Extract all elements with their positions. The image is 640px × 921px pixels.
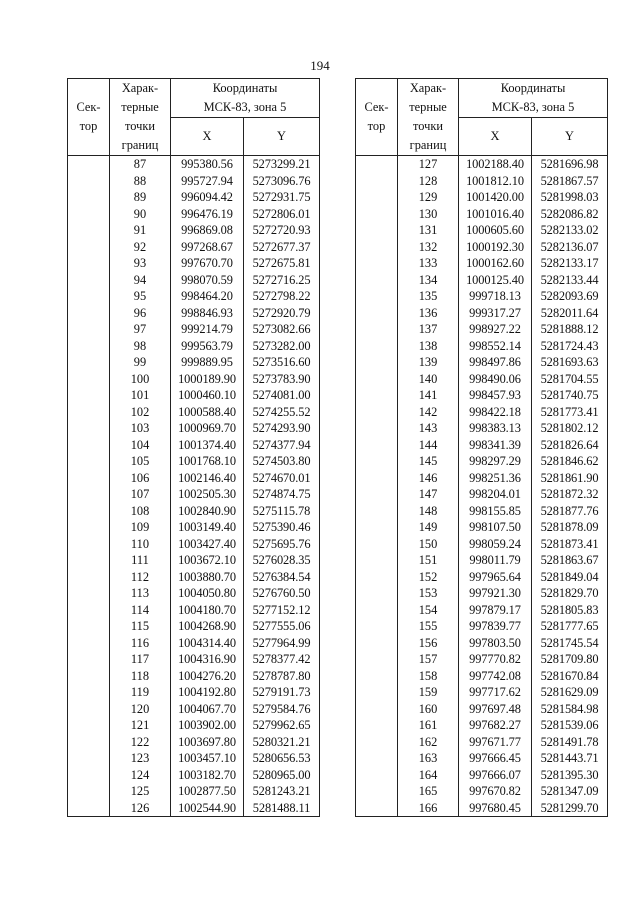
point-number: 154 [398,602,459,619]
coordinate-y: 5281670.84 [532,668,608,685]
header-points [110,79,171,156]
coordinate-y: 5279584.76 [244,701,320,718]
coordinate-y: 5281878.09 [532,519,608,536]
coordinate-x: 997680.45 [459,800,532,817]
coordinate-x: 1000588.40 [171,404,244,421]
coordinate-x: 997670.82 [459,783,532,800]
coordinate-y: 5281584.98 [532,701,608,718]
coordinate-x: 1004268.90 [171,618,244,635]
point-number: 122 [110,734,171,751]
coordinate-y: 5273282.00 [244,338,320,355]
point-number: 135 [398,288,459,305]
coordinate-x: 995727.94 [171,173,244,190]
coordinate-y: 5281863.67 [532,552,608,569]
coordinate-y: 5272720.93 [244,222,320,239]
point-number: 104 [110,437,171,454]
coordinate-y: 5272716.25 [244,272,320,289]
coordinate-y: 5273516.60 [244,354,320,371]
header-y: Y [244,118,320,156]
coordinate-x: 1003672.10 [171,552,244,569]
coordinates-table-right [355,78,608,817]
coordinate-x: 1001812.10 [459,173,532,190]
coordinate-x: 1002544.90 [171,800,244,817]
coordinate-y: 5281491.78 [532,734,608,751]
point-number: 103 [110,420,171,437]
point-number: 106 [110,470,171,487]
coordinate-x: 1003182.70 [171,767,244,784]
coordinate-y: 5276028.35 [244,552,320,569]
header-points-line3: точки [124,119,155,133]
header-sector-line2: тор [79,119,98,133]
header-x: X [171,118,244,156]
coordinate-y: 5275115.78 [244,503,320,520]
coordinate-x: 997671.77 [459,734,532,751]
coordinate-x: 1001420.00 [459,189,532,206]
point-number: 92 [110,239,171,256]
coordinate-y: 5281709.80 [532,651,608,668]
sector-cell [356,156,398,817]
coordinate-x: 1003880.70 [171,569,244,586]
point-number: 149 [398,519,459,536]
coordinate-y: 5281443.71 [532,750,608,767]
coordinate-x: 1003149.40 [171,519,244,536]
coordinate-y: 5274503.80 [244,453,320,470]
sector-cell [68,156,110,817]
point-number: 96 [110,305,171,322]
coordinate-x: 1000192.30 [459,239,532,256]
coordinate-y: 5281998.03 [532,189,608,206]
point-number: 101 [110,387,171,404]
coordinate-y: 5281696.98 [532,156,608,173]
coordinate-x: 1003697.80 [171,734,244,751]
coordinate-y: 5276384.54 [244,569,320,586]
point-number: 124 [110,767,171,784]
coordinate-y: 5281395.30 [532,767,608,784]
coordinate-x: 1003902.00 [171,717,244,734]
coordinate-x: 1004180.70 [171,602,244,619]
coordinate-x: 998552.14 [459,338,532,355]
coordinate-x: 1000162.60 [459,255,532,272]
coordinate-x: 1001768.10 [171,453,244,470]
point-number: 97 [110,321,171,338]
table-body-right [356,156,608,817]
coordinate-y: 5281861.90 [532,470,608,487]
coordinate-y: 5281773.41 [532,404,608,421]
point-number: 88 [110,173,171,190]
point-number: 164 [398,767,459,784]
header-points-line2: терные [409,100,447,114]
coordinate-y: 5274293.90 [244,420,320,437]
coordinate-y: 5281347.09 [532,783,608,800]
point-number: 111 [110,552,171,569]
coordinate-x: 1003427.40 [171,536,244,553]
point-number: 95 [110,288,171,305]
point-number: 160 [398,701,459,718]
coordinate-x: 999317.27 [459,305,532,322]
coordinate-x: 998383.13 [459,420,532,437]
coordinate-x: 1004050.80 [171,585,244,602]
coordinate-x: 998251.36 [459,470,532,487]
point-number: 123 [110,750,171,767]
point-number: 116 [110,635,171,652]
coordinate-x: 998155.85 [459,503,532,520]
coordinate-y: 5282136.07 [532,239,608,256]
coordinate-x: 997670.70 [171,255,244,272]
coordinate-x: 1004067.70 [171,701,244,718]
header-coordinates-line1: Координаты [212,81,278,95]
coordinate-y: 5281846.62 [532,453,608,470]
coordinate-x: 998070.59 [171,272,244,289]
coordinate-y: 5281826.64 [532,437,608,454]
coordinate-x: 1001374.40 [171,437,244,454]
coordinate-y: 5272806.01 [244,206,320,223]
coordinate-y: 5274377.94 [244,437,320,454]
coordinate-x: 998457.93 [459,387,532,404]
point-number: 146 [398,470,459,487]
coordinate-x: 1001016.40 [459,206,532,223]
point-number: 130 [398,206,459,223]
coordinate-x: 998107.50 [459,519,532,536]
coordinate-x: 1003457.10 [171,750,244,767]
coordinate-x: 1000969.70 [171,420,244,437]
point-number: 161 [398,717,459,734]
header-sector [356,79,398,156]
coordinate-x: 997717.62 [459,684,532,701]
coordinate-y: 5281805.83 [532,602,608,619]
coordinate-y: 5274670.01 [244,470,320,487]
point-number: 152 [398,569,459,586]
point-number: 139 [398,354,459,371]
point-number: 129 [398,189,459,206]
point-number: 91 [110,222,171,239]
coordinate-x: 998011.79 [459,552,532,569]
table-row [356,156,608,173]
coordinate-y: 5281740.75 [532,387,608,404]
coordinate-y: 5274081.00 [244,387,320,404]
coordinate-y: 5281802.12 [532,420,608,437]
coordinate-x: 998204.01 [459,486,532,503]
header-sector-line1: Сек- [76,100,101,114]
point-number: 131 [398,222,459,239]
coordinate-y: 5281849.04 [532,569,608,586]
header-y: Y [532,118,608,156]
coordinate-x: 1004276.20 [171,668,244,685]
coordinate-x: 997268.67 [171,239,244,256]
coordinate-x: 998464.20 [171,288,244,305]
coordinate-x: 998422.18 [459,404,532,421]
point-number: 151 [398,552,459,569]
coordinate-y: 5281867.57 [532,173,608,190]
coordinate-y: 5277555.06 [244,618,320,635]
coordinate-y: 5281299.70 [532,800,608,817]
point-number: 89 [110,189,171,206]
coordinate-y: 5282086.82 [532,206,608,223]
point-number: 105 [110,453,171,470]
header-coordinates-line2: МСК-83, зона 5 [203,100,287,114]
point-number: 100 [110,371,171,388]
coordinate-y: 5272677.37 [244,239,320,256]
point-number: 120 [110,701,171,718]
coordinate-y: 5282093.69 [532,288,608,305]
point-number: 155 [398,618,459,635]
coordinate-x: 998927.22 [459,321,532,338]
coordinate-y: 5282133.17 [532,255,608,272]
coordinate-x: 997770.82 [459,651,532,668]
coordinate-x: 995380.56 [171,156,244,173]
header-sector-line1: Сек- [364,100,389,114]
point-number: 110 [110,536,171,553]
coordinate-y: 5281777.65 [532,618,608,635]
coordinate-y: 5281488.11 [244,800,320,817]
point-number: 107 [110,486,171,503]
header-points-line2: терные [121,100,159,114]
point-number: 109 [110,519,171,536]
point-number: 150 [398,536,459,553]
point-number: 128 [398,173,459,190]
point-number: 153 [398,585,459,602]
point-number: 163 [398,750,459,767]
point-number: 158 [398,668,459,685]
coordinate-y: 5280321.21 [244,734,320,751]
point-number: 144 [398,437,459,454]
coordinate-y: 5281888.12 [532,321,608,338]
coordinate-y: 5281693.63 [532,354,608,371]
point-number: 90 [110,206,171,223]
coordinate-y: 5275390.46 [244,519,320,536]
point-number: 140 [398,371,459,388]
point-number: 148 [398,503,459,520]
coordinate-x: 998297.29 [459,453,532,470]
coordinate-y: 5277152.12 [244,602,320,619]
header-points-line1: Харак- [121,81,159,95]
point-number: 165 [398,783,459,800]
point-number: 94 [110,272,171,289]
point-number: 133 [398,255,459,272]
point-number: 108 [110,503,171,520]
coordinate-x: 1002840.90 [171,503,244,520]
coordinate-y: 5272931.75 [244,189,320,206]
point-number: 117 [110,651,171,668]
point-number: 142 [398,404,459,421]
coordinate-y: 5281704.55 [532,371,608,388]
header-sector [68,79,110,156]
point-number: 99 [110,354,171,371]
coordinate-x: 1002505.30 [171,486,244,503]
header-coordinates [171,79,320,118]
point-number: 147 [398,486,459,503]
coordinate-y: 5281539.06 [532,717,608,734]
point-number: 115 [110,618,171,635]
point-number: 102 [110,404,171,421]
point-number: 159 [398,684,459,701]
point-number: 145 [398,453,459,470]
coordinate-y: 5280656.53 [244,750,320,767]
coordinate-y: 5277964.99 [244,635,320,652]
header-coordinates-line1: Координаты [500,81,566,95]
coordinate-x: 999214.79 [171,321,244,338]
coordinate-x: 996094.42 [171,189,244,206]
point-number: 143 [398,420,459,437]
coordinate-y: 5281745.54 [532,635,608,652]
coordinate-y: 5281243.21 [244,783,320,800]
coordinate-y: 5281724.43 [532,338,608,355]
coordinate-x: 1002188.40 [459,156,532,173]
coordinate-x: 998059.24 [459,536,532,553]
coordinate-x: 1000605.60 [459,222,532,239]
coordinate-x: 1000189.90 [171,371,244,388]
header-points-line4: границ [121,138,159,152]
table-row [68,156,320,173]
coordinate-x: 997921.30 [459,585,532,602]
coordinate-y: 5273096.76 [244,173,320,190]
coordinate-x: 1004314.40 [171,635,244,652]
coordinate-y: 5279962.65 [244,717,320,734]
coordinate-y: 5272920.79 [244,305,320,322]
coordinate-x: 997965.64 [459,569,532,586]
point-number: 137 [398,321,459,338]
coordinate-y: 5281877.76 [532,503,608,520]
coordinate-y: 5281873.41 [532,536,608,553]
coordinate-x: 997682.27 [459,717,532,734]
point-number: 87 [110,156,171,173]
coordinate-y: 5276760.50 [244,585,320,602]
coordinate-x: 1002146.40 [171,470,244,487]
coordinate-x: 998490.06 [459,371,532,388]
point-number: 98 [110,338,171,355]
coordinate-x: 997879.17 [459,602,532,619]
point-number: 166 [398,800,459,817]
coordinate-y: 5281629.09 [532,684,608,701]
coordinate-y: 5274255.52 [244,404,320,421]
header-coordinates-line2: МСК-83, зона 5 [491,100,575,114]
point-number: 132 [398,239,459,256]
point-number: 157 [398,651,459,668]
point-number: 118 [110,668,171,685]
coordinate-y: 5278377.42 [244,651,320,668]
header-points [398,79,459,156]
point-number: 125 [110,783,171,800]
coordinate-y: 5273783.90 [244,371,320,388]
table-body-left [68,156,320,817]
coordinate-y: 5282133.02 [532,222,608,239]
point-number: 134 [398,272,459,289]
coordinate-y: 5280965.00 [244,767,320,784]
point-number: 119 [110,684,171,701]
point-number: 93 [110,255,171,272]
header-coordinates [459,79,608,118]
coordinate-x: 999718.13 [459,288,532,305]
coordinate-x: 999563.79 [171,338,244,355]
coordinate-x: 999889.95 [171,354,244,371]
coordinate-x: 997803.50 [459,635,532,652]
coordinate-x: 1000460.10 [171,387,244,404]
point-number: 127 [398,156,459,173]
coordinate-x: 998341.39 [459,437,532,454]
point-number: 162 [398,734,459,751]
coordinate-y: 5282133.44 [532,272,608,289]
page-number: 194 [310,58,330,73]
coordinate-y: 5278787.80 [244,668,320,685]
coordinate-y: 5273082.66 [244,321,320,338]
coordinate-x: 996869.08 [171,222,244,239]
coordinate-x: 997666.45 [459,750,532,767]
coordinate-y: 5272798.22 [244,288,320,305]
coordinate-y: 5273299.21 [244,156,320,173]
coordinate-y: 5281872.32 [532,486,608,503]
point-number: 113 [110,585,171,602]
point-number: 156 [398,635,459,652]
point-number: 112 [110,569,171,586]
header-points-line3: точки [412,119,443,133]
header-x: X [459,118,532,156]
point-number: 114 [110,602,171,619]
point-number: 121 [110,717,171,734]
point-number: 138 [398,338,459,355]
coordinate-x: 1002877.50 [171,783,244,800]
coordinate-y: 5275695.76 [244,536,320,553]
point-number: 136 [398,305,459,322]
coordinate-x: 997742.08 [459,668,532,685]
coordinate-x: 997697.48 [459,701,532,718]
coordinates-table-left [67,78,320,817]
point-number: 141 [398,387,459,404]
coordinate-x: 996476.19 [171,206,244,223]
coordinate-y: 5274874.75 [244,486,320,503]
coordinate-y: 5279191.73 [244,684,320,701]
coordinate-x: 998497.86 [459,354,532,371]
coordinate-y: 5281829.70 [532,585,608,602]
coordinate-x: 1000125.40 [459,272,532,289]
header-sector-line2: тор [367,119,386,133]
coordinate-x: 997839.77 [459,618,532,635]
coordinate-x: 998846.93 [171,305,244,322]
header-points-line4: границ [409,138,447,152]
coordinate-x: 997666.07 [459,767,532,784]
header-points-line1: Харак- [409,81,447,95]
coordinate-y: 5282011.64 [532,305,608,322]
coordinate-x: 1004192.80 [171,684,244,701]
coordinate-y: 5272675.81 [244,255,320,272]
point-number: 126 [110,800,171,817]
coordinate-x: 1004316.90 [171,651,244,668]
